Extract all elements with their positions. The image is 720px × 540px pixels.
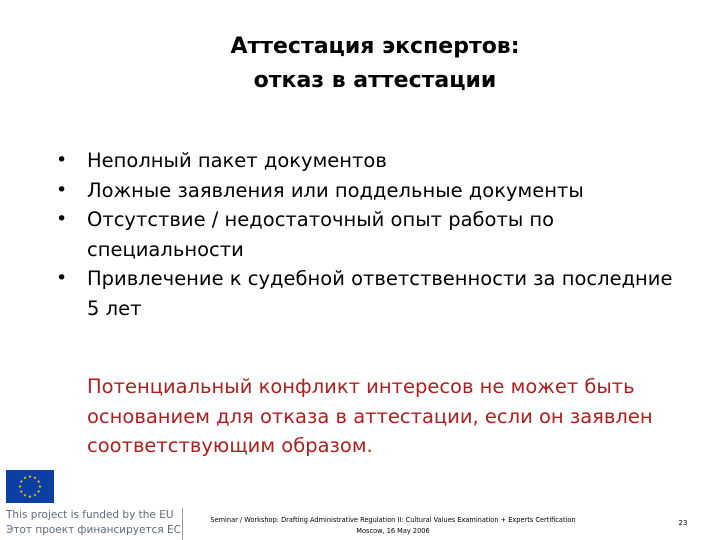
- slide-title: [150, 30, 600, 98]
- bullet-marker: •: [56, 267, 68, 289]
- seminar-date: Moscow, 16 May 2006: [356, 527, 430, 535]
- bullet-item: [56, 264, 676, 323]
- eu-flag-icon: [6, 470, 54, 503]
- page-number: 23: [678, 519, 688, 527]
- bullet-text: Неполный пакет документов: [87, 149, 387, 172]
- eu-funding-en: This project is funded by the EU: [6, 509, 174, 521]
- bullet-marker: •: [56, 178, 68, 201]
- conflict-of-interest-note: Потенциальный конфликт интересов не может быть основанием для отказа в аттестации, если он заявлен соответствующим образом.: [87, 375, 653, 457]
- title-line-1: Аттестация экспертов:: [230, 34, 520, 59]
- bullet-marker: •: [56, 149, 68, 171]
- bullet-marker: •: [56, 208, 68, 230]
- bullet-item: [56, 205, 676, 264]
- bullet-item: [56, 146, 676, 176]
- bullet-text: Ложные заявления или поддельные документы: [87, 178, 584, 202]
- bullet-text: Отсутствие / недостаточный опыт работы по специальности: [87, 208, 555, 261]
- eu-funding-ru: Этот проект финансируется ЕС: [6, 524, 181, 536]
- title-line-2: отказ в аттестации: [253, 68, 497, 93]
- seminar-info: [188, 515, 598, 537]
- footer-divider: [182, 508, 183, 540]
- bullet-text: Привлечение к судебной ответственности за последние 5 лет: [87, 267, 673, 320]
- eu-funding-notice: [6, 508, 186, 538]
- bullet-item: [56, 176, 676, 206]
- bullet-list: [56, 146, 676, 323]
- seminar-title: Seminar / Workshop: Drafting Administrative Regulation II: Cultural Values Examination + Experts Certification: [210, 516, 576, 524]
